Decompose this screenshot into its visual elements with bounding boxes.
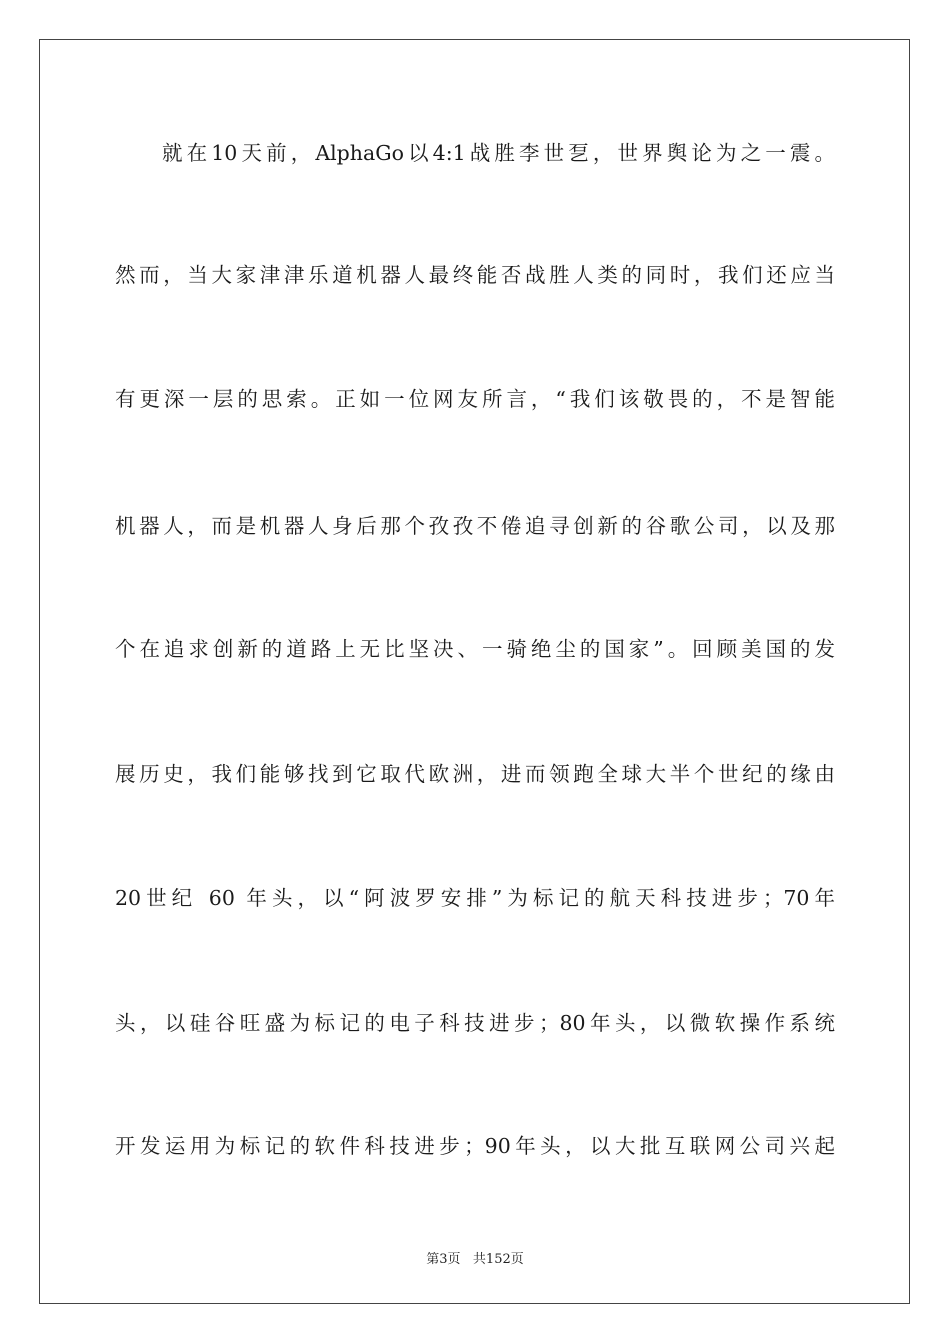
total-pages: 共152页 <box>472 1252 524 1267</box>
paragraph-line-6: 展历史，我们能够找到它取代欧洲，进而领跑全球大半个世纪的缘由 <box>115 762 835 786</box>
paragraph-line-1: 就在10天前，AlphaGo以4:1战胜李世乭，世界舆论为之一震。 <box>162 141 835 165</box>
paragraph-line-5: 个在追求创新的道路上无比坚决、一骑绝尘的国家”。回顾美国的发 <box>115 637 835 661</box>
page-number: 第3页 <box>426 1252 461 1267</box>
paragraph-line-2: 然而，当大家津津乐道机器人最终能否战胜人类的同时，我们还应当 <box>115 263 835 287</box>
paragraph-line-9: 开发运用为标记的软件科技进步；90年头，以大批互联网公司兴起 <box>115 1134 835 1158</box>
paragraph-line-8: 头，以硅谷旺盛为标记的电子科技进步；80年头，以微软操作系统 <box>115 1011 835 1035</box>
paragraph-line-3: 有更深一层的思索。正如一位网友所言，“我们该敬畏的，不是智能 <box>115 387 835 411</box>
page-footer <box>0 1248 950 1267</box>
paragraph-line-7: 20世纪 60 年头，以“阿波罗安排”为标记的航天科技进步；70年 <box>115 886 835 910</box>
page-border <box>39 39 910 1304</box>
paragraph-line-4: 机器人，而是机器人身后那个孜孜不倦追寻创新的谷歌公司，以及那 <box>115 514 835 538</box>
